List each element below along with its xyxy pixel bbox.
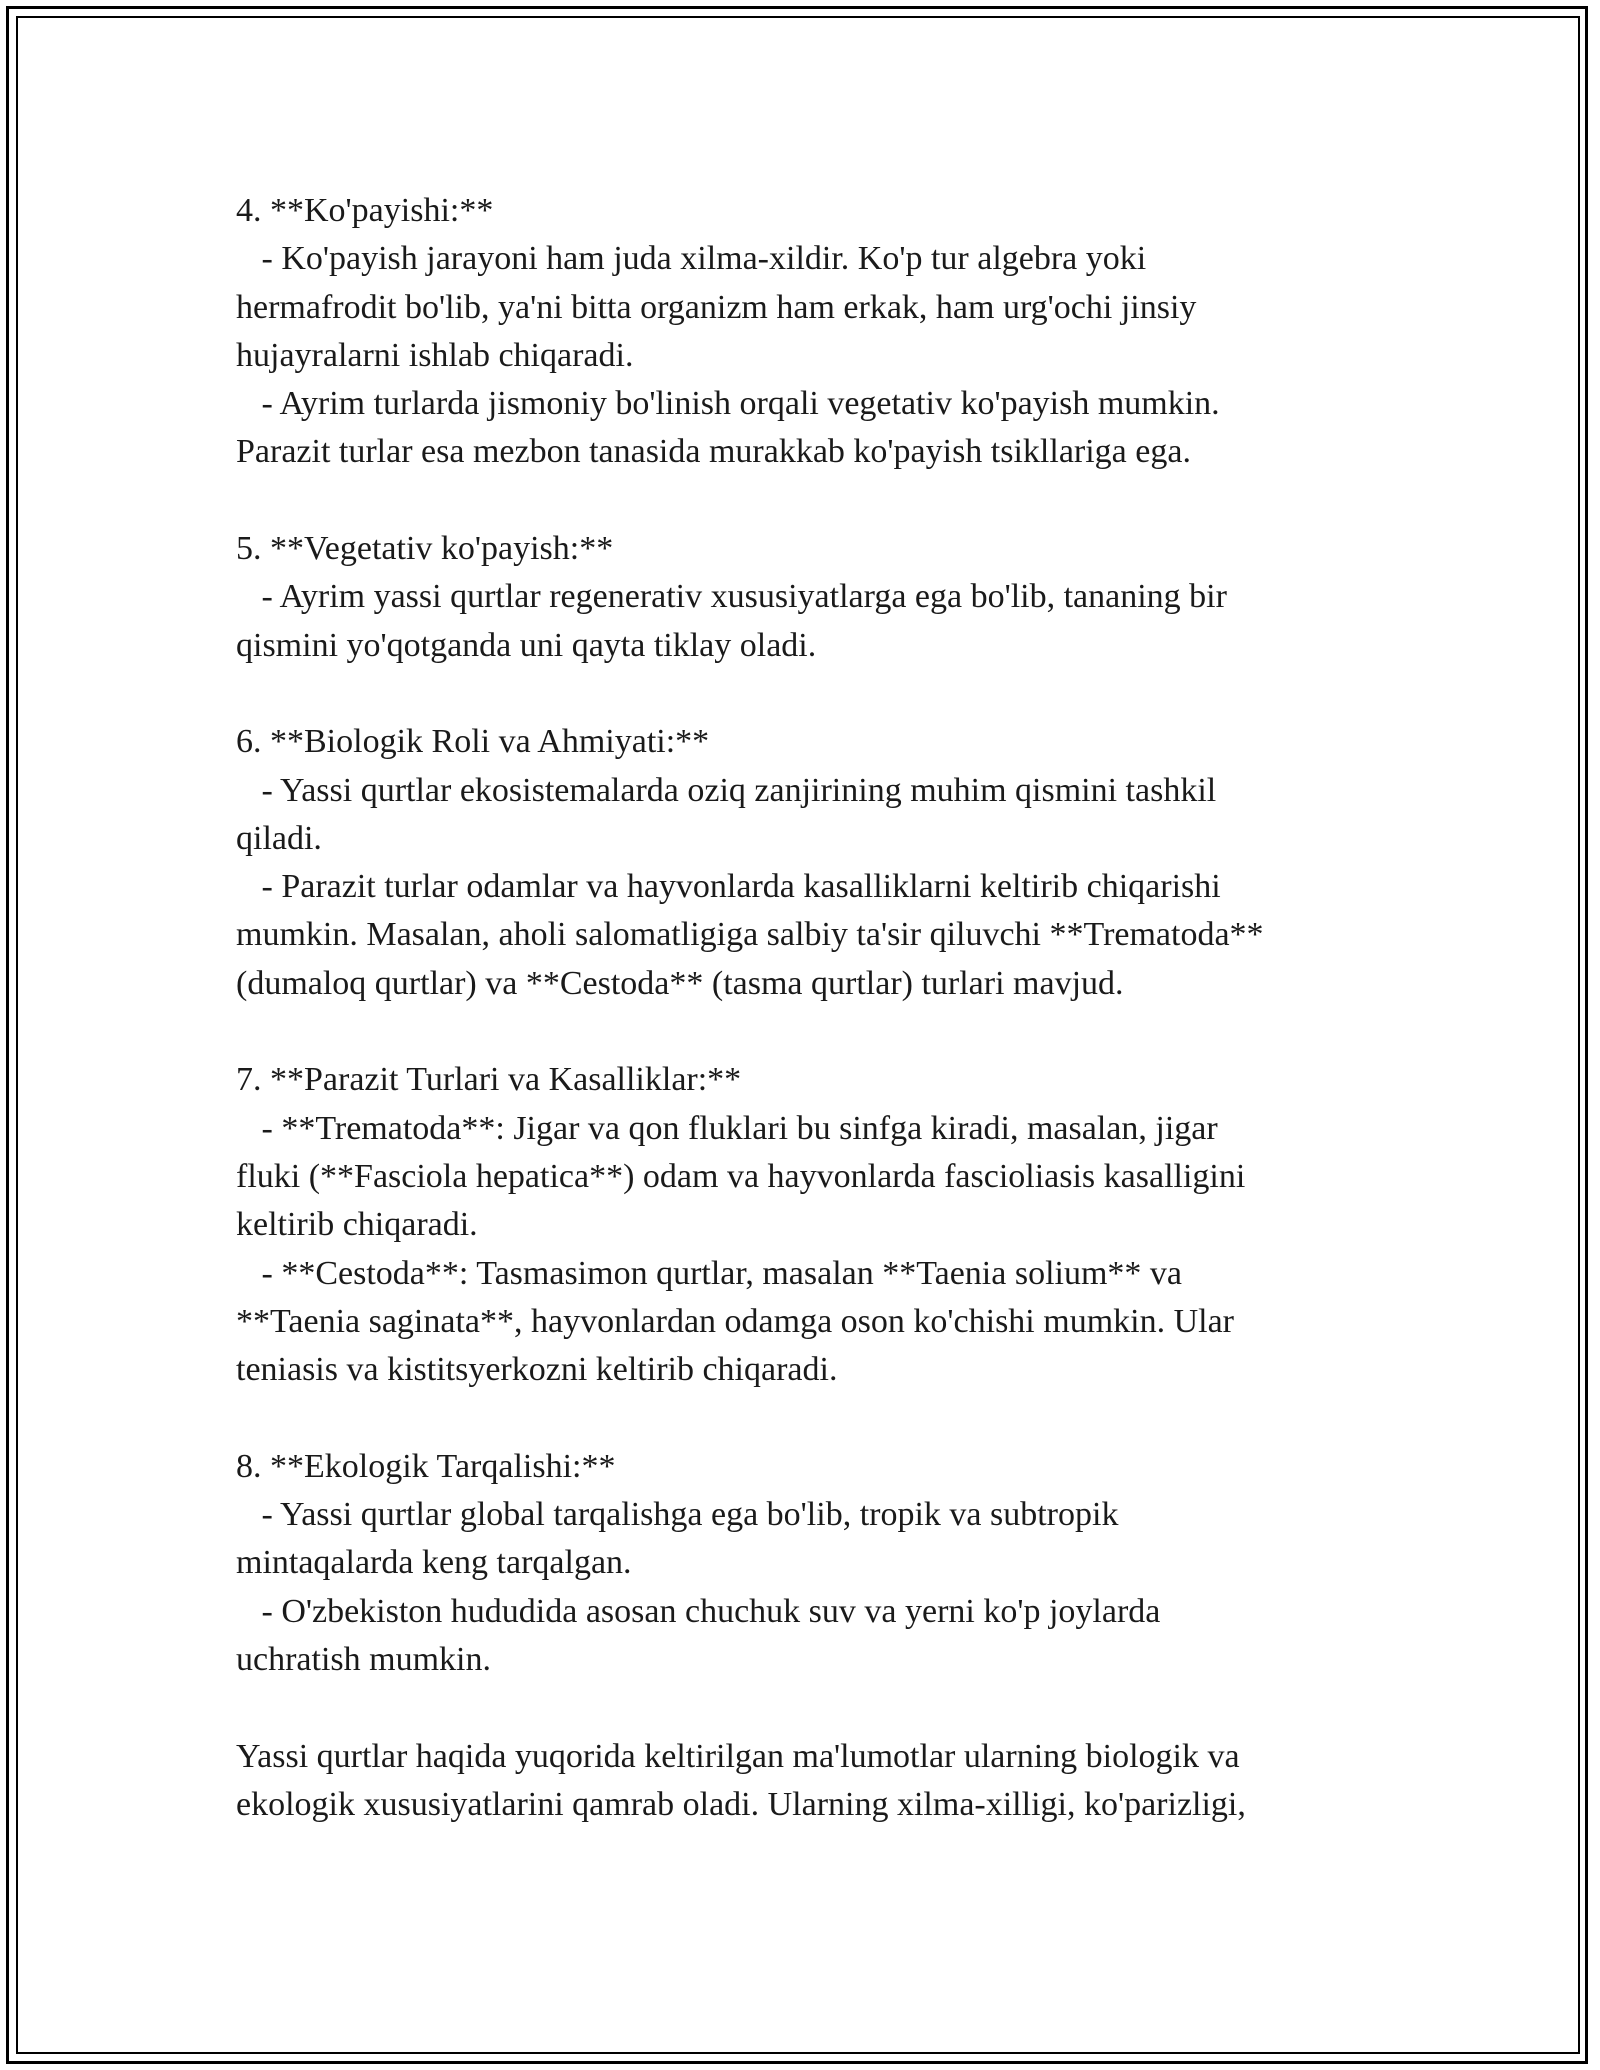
text-line: teniasis va kistitsyerkozni keltirib chiqaradi.: [236, 1351, 838, 1389]
text-line: - Ko'payish jarayoni ham juda xilma-xildir. Ko'p tur algebra yoki: [236, 240, 1147, 278]
paragraph-spacer: [236, 477, 1376, 525]
text-line: - Yassi qurtlar ekosistemalarda oziq zanjirining muhim qismini tashkil: [236, 771, 1217, 809]
paragraph-spacer: [236, 1008, 1376, 1056]
paragraph-spacer: [236, 1394, 1376, 1442]
section-heading: 4. **Ko'payishi:**: [236, 192, 494, 229]
text-line: - Yassi qurtlar global tarqalishga ega bo'lib, tropik va subtropik: [236, 1496, 1119, 1534]
section-biologik-roli: [236, 718, 1376, 1008]
text-line: - O'zbekiston hududida asosan chuchuk suv va yerni ko'p joylarda: [236, 1592, 1161, 1630]
text-line: - Parazit turlar odamlar va hayvonlarda kasalliklarni keltirib chiqarishi: [236, 868, 1221, 906]
paragraph-spacer: [236, 1684, 1376, 1732]
text-line: - **Cestoda**: Tasmasimon qurtlar, masalan **Taenia solium** va: [236, 1254, 1183, 1292]
text-line: fluki (**Fasciola hepatica**) odam va hayvonlarda fascioliasis kasalligini: [236, 1157, 1246, 1195]
text-line: hujayralarni ishlab chiqaradi.: [236, 336, 634, 374]
section-heading: 5. **Vegetativ ko'payish:**: [236, 530, 614, 568]
text-line: mintaqalarda keng tarqalgan.: [236, 1544, 632, 1582]
section-parazit-turlari: [236, 1056, 1376, 1394]
text-line: - Ayrim turlarda jismoniy bo'linish orqali vegetativ ko'payish mumkin.: [236, 385, 1220, 423]
text-line: hermafrodit bo'lib, ya'ni bitta organizm ham erkak, ham urg'ochi jinsiy: [236, 288, 1197, 326]
text-line: keltirib chiqaradi.: [236, 1206, 478, 1244]
text-line: - Ayrim yassi qurtlar regenerativ xususiyatlarga ega bo'lib, tananing bir: [236, 578, 1227, 616]
section-ekologik-tarqalishi: [236, 1443, 1376, 1684]
text-line: (dumaloq qurtlar) va **Cestoda** (tasma qurtlar) turlari mavjud.: [236, 964, 1124, 1002]
paragraph-spacer: [236, 670, 1376, 718]
text-line: ekologik xususiyatlarini qamrab oladi. Ularning xilma-xilligi, ko'parizligi,: [236, 1785, 1246, 1823]
document-body: [236, 187, 1376, 1829]
section-heading: 6. **Biologik Roli va Ahmiyati:**: [236, 723, 710, 761]
section-kopayishi: [236, 187, 1376, 477]
text-line: Parazit turlar esa mezbon tanasida murakkab ko'payish tsikllariga ega.: [236, 433, 1191, 471]
text-line: **Taenia saginata**, hayvonlardan odamga oson ko'chishi mumkin. Ular: [236, 1302, 1235, 1340]
text-line: - **Trematoda**: Jigar va qon fluklari bu sinfga kiradi, masalan, jigar: [236, 1109, 1218, 1147]
text-line: mumkin. Masalan, aholi salomatligiga salbiy ta'sir qiluvchi **Trematoda**: [236, 916, 1264, 954]
text-line: Yassi qurtlar haqida yuqorida keltirilgan ma'lumotlar ularning biologik va: [236, 1737, 1240, 1775]
section-vegetativ-kopayish: [236, 525, 1376, 670]
text-line: qiladi.: [236, 819, 322, 857]
text-line: qismini yo'qotganda uni qayta tiklay oladi.: [236, 626, 817, 664]
section-heading: 8. **Ekologik Tarqalishi:**: [236, 1447, 616, 1485]
closing-paragraph: [236, 1733, 1376, 1830]
section-heading: 7. **Parazit Turlari va Kasalliklar:**: [236, 1061, 742, 1099]
text-line: uchratish mumkin.: [236, 1640, 491, 1678]
